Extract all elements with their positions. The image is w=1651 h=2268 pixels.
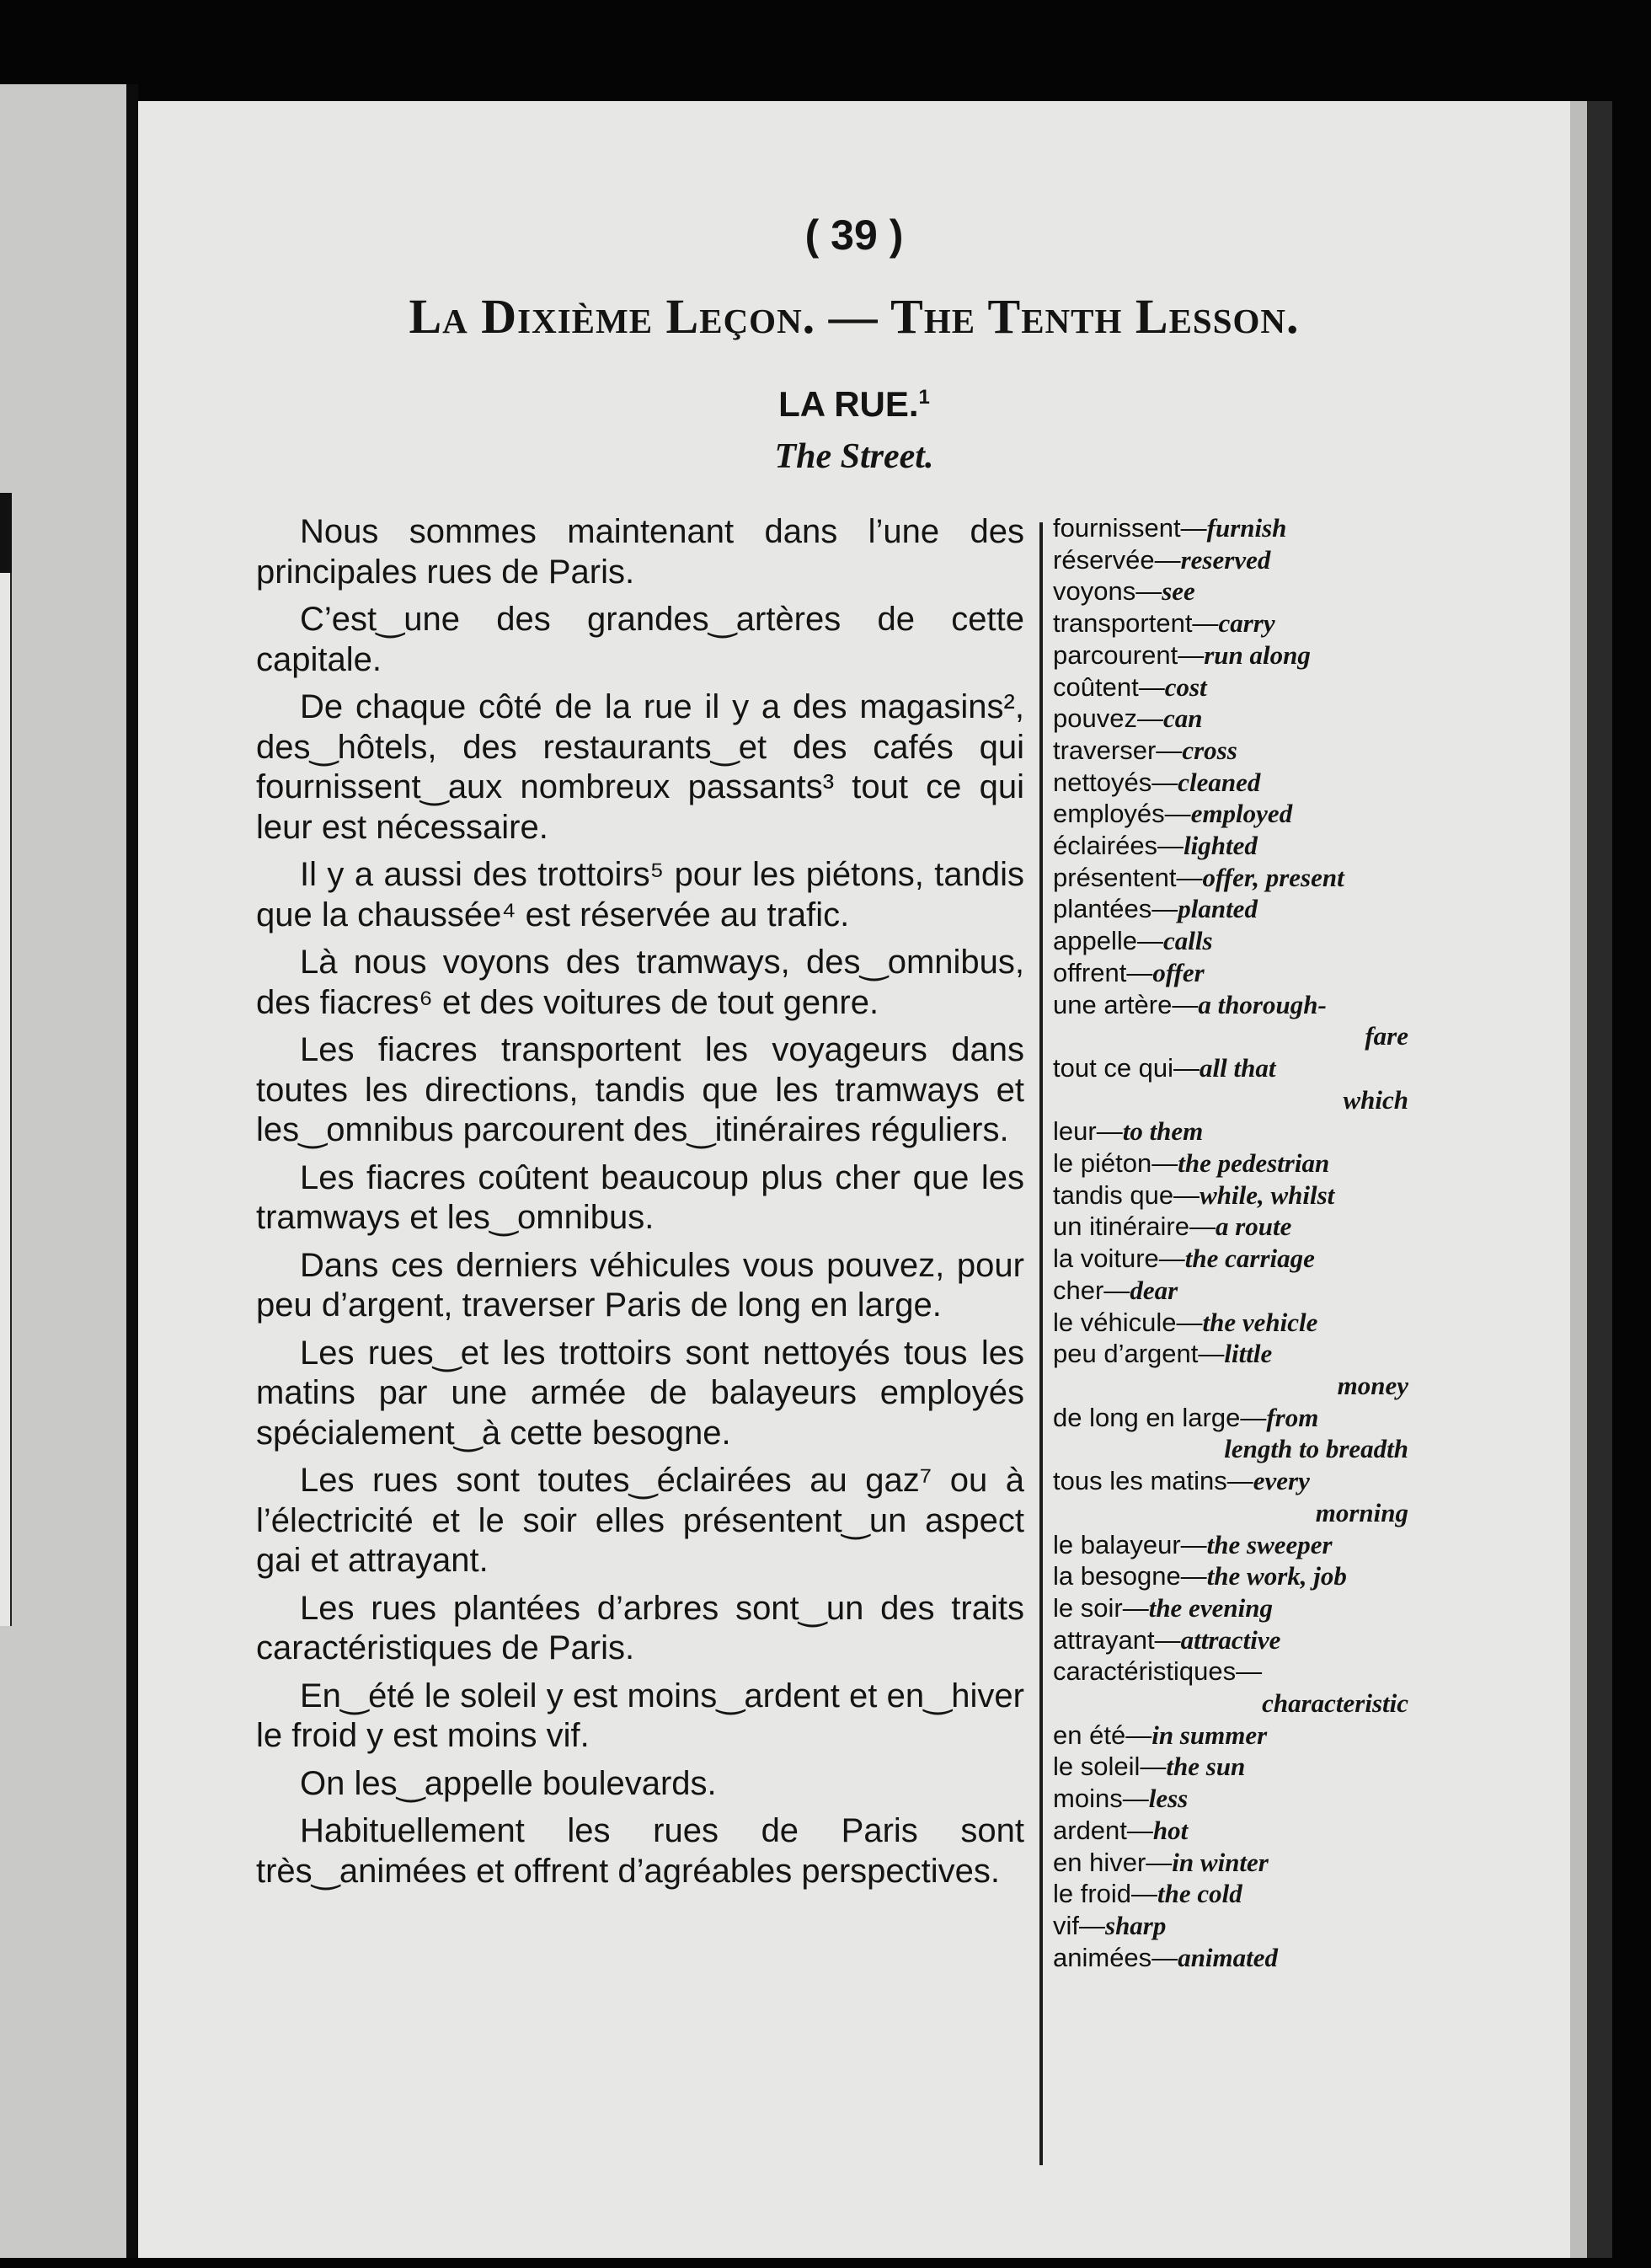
vocabulary-entry (1046, 1402, 1408, 1465)
vocabulary-entry (1046, 1465, 1408, 1528)
vocabulary-french: fournissent— (1053, 513, 1207, 543)
vocabulary-french: présentent— (1053, 862, 1203, 892)
vocabulary-french: transportent— (1053, 608, 1219, 639)
vocabulary-entry (1046, 893, 1408, 925)
vocabulary-entry (1046, 1115, 1408, 1147)
vocabulary-entry (1046, 1592, 1408, 1624)
vocabulary-english: the sun (1166, 1752, 1246, 1782)
vocabulary-entry (1046, 1783, 1408, 1815)
vocabulary-english: the vehicle (1202, 1307, 1318, 1337)
vocabulary-french: voyons— (1053, 576, 1162, 607)
vocabulary-french: le piéton— (1053, 1148, 1178, 1179)
paragraph: Les rues‿et les trottoirs sont nettoyés tous les matins par une armée de balayeurs employés spécialement‿à cette besogne. (256, 1334, 1024, 1452)
vocabulary-english: planted (1178, 894, 1258, 924)
vocabulary-english-continued: which (1343, 1084, 1408, 1115)
vocabulary-entry (1046, 1243, 1408, 1275)
vocabulary-english: run along (1204, 639, 1311, 670)
vocabulary-french: employés— (1053, 799, 1191, 829)
vocabulary-english: furnish (1206, 513, 1287, 543)
vocabulary-english: see (1162, 576, 1195, 607)
vocabulary-english: the carriage (1184, 1244, 1315, 1274)
vocabulary-entry (1046, 957, 1408, 989)
paragraph: On les‿appelle boulevards. (300, 1764, 717, 1802)
paragraph: Les fiacres transportent les voyageurs dans toutes les directions, tandis que les tramways et les‿omnibus parcourent des‿itinéraires réguliers. (256, 1031, 1024, 1148)
vocabulary-english: reserved (1180, 544, 1271, 575)
vocabulary-entry (1046, 1751, 1408, 1783)
vocabulary-entry (1046, 1656, 1408, 1719)
vocabulary-english: offer (1152, 957, 1205, 987)
vocabulary-english: in winter (1172, 1847, 1269, 1877)
vocabulary-french: caractéristiques— (1053, 1656, 1263, 1687)
vocabulary-entry (1046, 575, 1408, 607)
vocabulary-french: cher— (1053, 1275, 1130, 1305)
vocabulary-english-continued: money (1337, 1370, 1408, 1400)
vocabulary-french: la voiture— (1053, 1244, 1185, 1274)
vocabulary-french: appelle— (1053, 926, 1163, 956)
left-page-margin (0, 573, 12, 1626)
vocabulary-entry (1046, 1211, 1408, 1243)
vocabulary-french: pouvez— (1053, 703, 1163, 734)
vocabulary-english: in summer (1151, 1720, 1268, 1750)
vocabulary-english: cost (1164, 671, 1207, 702)
paragraph: Là nous voyons des tramways, des‿omnibus, des fiacres⁶ et des voitures de tout genre. (256, 944, 1024, 1021)
vocabulary-english-continued: length to breadth (1224, 1434, 1408, 1464)
vocabulary-english: less (1148, 1784, 1189, 1814)
vocabulary-entry (1046, 735, 1408, 767)
vocabulary-english: a route (1215, 1212, 1292, 1242)
vocabulary-french: réservée— (1053, 544, 1181, 575)
vocabulary-french: tandis que— (1053, 1179, 1200, 1210)
book-page (138, 101, 1570, 2258)
vocabulary-entry (1046, 1052, 1408, 1115)
vocabulary-entry (1046, 671, 1408, 703)
paragraph: Les rues plantées d’arbres sont‿un des traits caractéristiques de Paris. (256, 1589, 1024, 1666)
vocabulary-english: cross (1182, 735, 1237, 765)
vocabulary-french: traverser— (1053, 735, 1183, 765)
vocabulary-french: animées— (1053, 1942, 1178, 1972)
vocabulary-french: vif— (1053, 1910, 1105, 1940)
section-title (138, 384, 1570, 425)
section-subtitle: The Street. (774, 437, 934, 476)
lesson-text (256, 512, 1024, 1891)
vocabulary-english: a thorough- (1198, 989, 1327, 1019)
paragraph: C’est‿une des grandes‿artères de cette capitale. (256, 601, 1024, 678)
vocabulary-entry (1046, 544, 1408, 576)
column-divider (1039, 522, 1043, 2165)
vocabulary-french: de long en large— (1053, 1402, 1267, 1432)
vocabulary-entry (1046, 1147, 1408, 1179)
vocabulary-entry (1046, 1338, 1408, 1401)
vocabulary-french: un itinéraire— (1053, 1212, 1216, 1242)
vocabulary-entry (1046, 1179, 1408, 1212)
vocabulary-entry (1046, 830, 1408, 862)
vocabulary-french: la besogne— (1053, 1561, 1207, 1591)
paragraph: Les fiacres coûtent beaucoup plus cher que les tramways et les‿omnibus. (256, 1158, 1024, 1236)
vocabulary-english: attractive (1180, 1624, 1281, 1655)
vocabulary-entry (1046, 607, 1408, 639)
section-title-text: LA RUE. (778, 384, 919, 424)
vocabulary-english: the evening (1148, 1592, 1273, 1623)
vocabulary-entry (1046, 1307, 1408, 1339)
section-title-footnote: 1 (918, 386, 930, 409)
vocabulary-french: parcourent— (1053, 639, 1205, 670)
vocabulary-english: employed (1190, 799, 1293, 829)
paragraph: En‿été le soleil y est moins‿ardent et en‿hiver le froid y est moins vif. (256, 1677, 1024, 1754)
vocabulary-english: while, whilst (1200, 1179, 1335, 1210)
vocabulary-french: le balayeur— (1053, 1529, 1207, 1559)
vocabulary-english: the sweeper (1206, 1529, 1333, 1559)
vocabulary-english: all that (1200, 1052, 1276, 1083)
vocabulary-entry (1046, 925, 1408, 957)
vocabulary-entry (1046, 1624, 1408, 1656)
paragraph: Les rues sont toutes‿éclairées au gaz⁷ ou à l’électricité et le soir elles présentent‿un aspect gai et attrayant. (256, 1462, 1024, 1579)
page-edge (1570, 101, 1587, 2258)
vocabulary-french: tous les matins— (1053, 1466, 1253, 1496)
vocabulary-english-continued: morning (1315, 1497, 1408, 1527)
vocabulary-french: tout ce qui— (1053, 1052, 1200, 1083)
book-gutter (126, 84, 138, 2258)
vocabulary-english: little (1224, 1339, 1273, 1369)
vocabulary-english: the work, job (1206, 1561, 1347, 1591)
page-edge-shadow (1587, 101, 1612, 2258)
vocabulary-entry (1046, 862, 1408, 894)
vocabulary-english: from (1266, 1402, 1319, 1432)
vocabulary-english: every (1253, 1466, 1310, 1496)
vocabulary-french: offrent— (1053, 957, 1153, 987)
vocabulary-english: animated (1178, 1942, 1279, 1972)
paragraph: Nous sommes maintenant dans l’une des principales rues de Paris. (256, 513, 1024, 591)
paragraph: De chaque côté de la rue il y a des magasins², des‿hôtels, des restaurants‿et des cafés qui fournissent‿aux nombreux passants³ tout ce qui leur est nécessaire. (256, 688, 1024, 846)
vocabulary-french: le véhicule— (1053, 1307, 1203, 1337)
vocabulary-entry (1046, 1910, 1408, 1942)
vocabulary-english: can (1162, 703, 1203, 734)
vocabulary-english: offer, present (1202, 862, 1344, 892)
vocabulary-french: éclairées— (1053, 831, 1184, 861)
vocabulary-english: to them (1122, 1116, 1204, 1147)
vocabulary-french: une artère— (1053, 989, 1199, 1019)
vocabulary-entry (1046, 1720, 1408, 1752)
vocabulary-french: le soir— (1053, 1592, 1149, 1623)
vocabulary-english: dear (1130, 1275, 1178, 1305)
vocabulary-english-continued: fare (1365, 1021, 1408, 1051)
vocabulary-french: attrayant— (1053, 1624, 1181, 1655)
page-number: ( 39 ) (804, 211, 904, 259)
left-facing-page (0, 84, 126, 2258)
vocabulary-entry (1046, 1942, 1408, 1974)
vocabulary-french: peu d’argent— (1053, 1339, 1225, 1369)
vocabulary-english: lighted (1183, 831, 1258, 861)
vocabulary-french: en été— (1053, 1720, 1152, 1750)
vocabulary-entry (1046, 512, 1408, 544)
vocabulary-english: hot (1152, 1815, 1189, 1845)
vocabulary-french: plantées— (1053, 894, 1178, 924)
vocabulary-french: coûtent— (1053, 671, 1165, 702)
vocabulary-english: sharp (1105, 1910, 1167, 1940)
vocabulary-french: ardent— (1053, 1815, 1153, 1845)
vocabulary-french: le froid— (1053, 1879, 1158, 1909)
vocabulary-entry (1046, 639, 1408, 671)
vocabulary-entry (1046, 1560, 1408, 1592)
vocabulary-french: le soleil— (1053, 1752, 1167, 1782)
vocabulary-entry (1046, 1815, 1408, 1847)
vocabulary-english: cleaned (1178, 767, 1261, 797)
vocabulary-entry (1046, 1529, 1408, 1561)
vocabulary-entry (1046, 767, 1408, 799)
lesson-title: La Dixième Leçon. — The Tenth Lesson. (409, 289, 1300, 344)
vocabulary-french: moins— (1053, 1784, 1149, 1814)
vocabulary-entry (1046, 1275, 1408, 1307)
vocabulary-english: calls (1162, 926, 1213, 956)
vocabulary-entry (1046, 1878, 1408, 1910)
vocabulary-english: carry (1218, 608, 1275, 639)
vocabulary-entry (1046, 1847, 1408, 1879)
paragraph: Il y a aussi des trottoirs⁵ pour les piétons, tandis que la chaussée⁴ est réservée au trafic. (256, 856, 1024, 933)
vocabulary-entry (1046, 703, 1408, 735)
vocabulary-english: the pedestrian (1178, 1148, 1330, 1179)
vocabulary-entry (1046, 989, 1408, 1052)
vocabulary-list (1046, 512, 1408, 1973)
paragraph: Dans ces derniers véhicules vous pouvez, pour peu d’argent, traverser Paris de long en large. (256, 1246, 1024, 1324)
vocabulary-english: the cold (1157, 1879, 1242, 1909)
vocabulary-french: en hiver— (1053, 1847, 1173, 1877)
vocabulary-french: nettoyés— (1053, 767, 1178, 797)
vocabulary-french: leur— (1053, 1116, 1123, 1147)
paragraph: Habituellement les rues de Paris sont très‿animées et offrent d’agréables perspectives. (256, 1812, 1024, 1890)
vocabulary-english-continued: characteristic (1262, 1688, 1408, 1719)
vocabulary-entry (1046, 798, 1408, 830)
